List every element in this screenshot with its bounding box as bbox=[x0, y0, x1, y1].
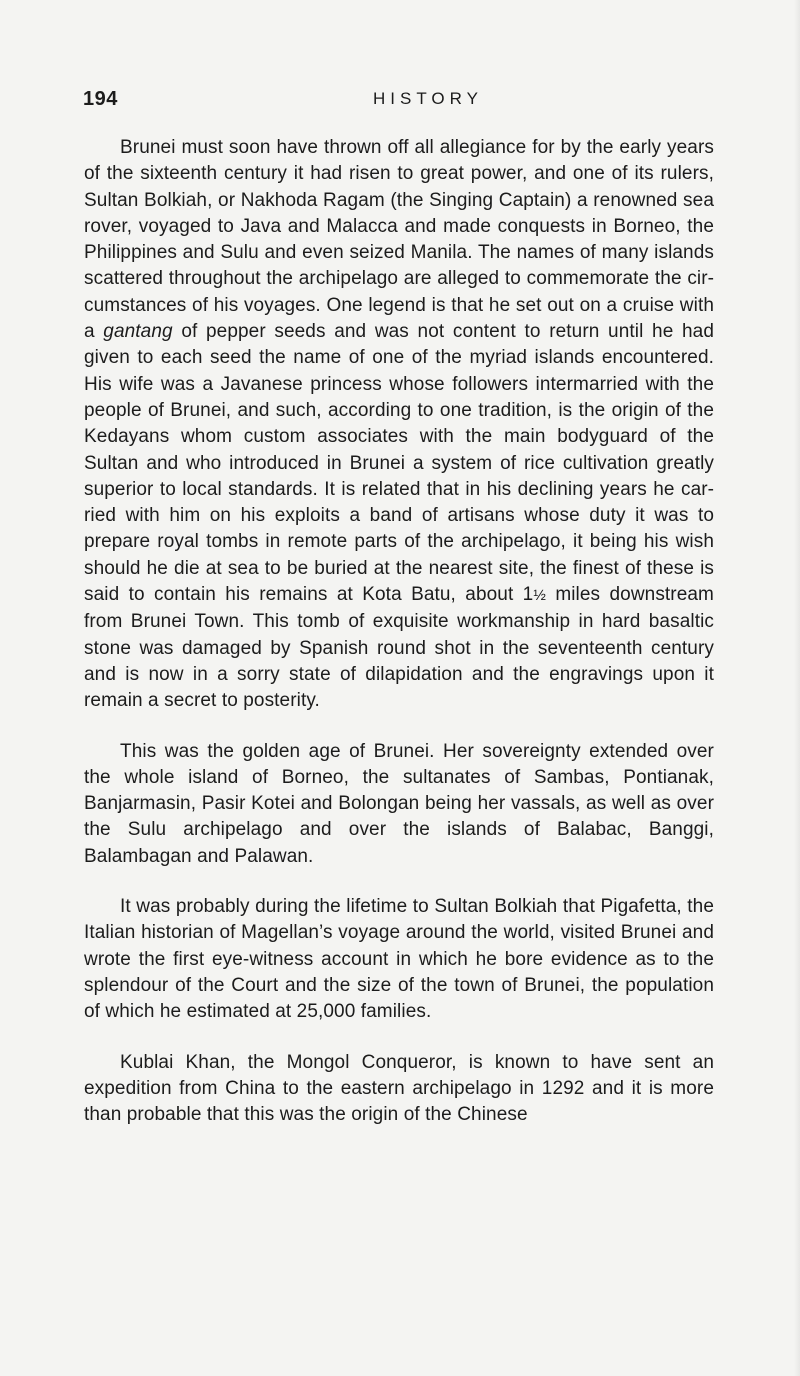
page-number: 194 bbox=[83, 88, 118, 110]
paragraph-2: This was the golden age of Brunei. Her sovereignty extended over the whole island of Borneo, the sultanates of Sambas, Pontianak, Banjarmasin, Pasir Kotei and Bolongan being her vassals, as well as over the Sulu archipelago and over the islands of Balabac, Banggi, Balambagan and Palawan. bbox=[84, 740, 714, 867]
body-text bbox=[84, 135, 714, 1128]
page-header bbox=[83, 88, 703, 118]
paragraph-4: Kublai Khan, the Mongol Conqueror, is known to have sent an expedition from China to the eastern archipelago in 1292 and it is more than probable that this was the origin of the Chinese bbox=[84, 1051, 714, 1126]
paragraph-3: It was probably during the lifetime to Sultan Bolkiah that Pigafetta, the Italian historian of Magellan’s voyage around the world, visited Brunei and wrote the first eye-witness account in which he bore evidence as to the splendour of the Court and the size of the town of Brunei, the population of which he estimated at 25,000 families. bbox=[84, 896, 714, 1023]
paragraph-1-text-c: miles downstream from Brunei Town. This tomb of exquisite workmanship in hard basaltic stone was damaged by Spanish round shot in the seventeenth century and is now in a sorry state of dilapidation and the engravings upon it remain a secret to posterity. bbox=[84, 584, 714, 712]
paragraph-1 bbox=[84, 135, 714, 715]
running-head: HISTORY bbox=[373, 89, 483, 108]
scan-edge-shadow bbox=[794, 0, 800, 1376]
paragraph-1-text-a: Brunei must soon have thrown off all allegiance for by the early years of the sixteenth century it had risen to great power, and one of its rulers, Sultan Bolkiah, or Nakhoda Ragam (the Singing Captain) a renowned sea rover, voyaged to Java and Malacca and made conquests in Borneo, the Philippines and Sulu and even seized Manila. The names of many islands scattered throughout the archipelago are alleged to commemorate the circumstances of his voyages. One legend is that he set out on a cruise with a bbox=[84, 137, 714, 343]
italic-term: gantang bbox=[103, 321, 173, 343]
fraction: ½ bbox=[533, 587, 546, 605]
paragraph-1-text-b: of pepper seeds and was not content to return until he had given to each seed the name of one of the myriad islands encountered. His wife was a Javanese princess whose followers intermarried with the people of Brunei, and such, according to one tradition, is the origin of the Kedayans whom custom associates with the main bodyguard of the Sultan and who introduced in Brunei a system of rice cultivation greatly superior to local standards. It is related that in his declining years he carried with him on his exploits a band of artisans whose duty it was to prepare royal tombs in remote parts of the archipelago, it being his wish should he die at sea to be buried at the nearest site, the finest of these is said to contain his remains at Kota Batu, about 1 bbox=[84, 321, 714, 606]
